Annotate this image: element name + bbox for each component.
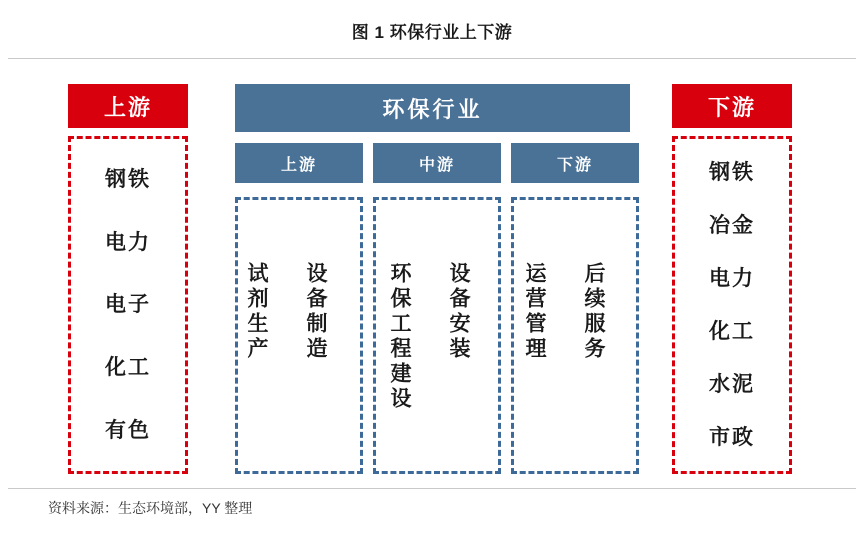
source-note: 资料来源：生态环境部，YY 整理	[48, 500, 253, 516]
center-group-header-upstream: 上游	[235, 143, 363, 183]
list-item: 化工	[709, 319, 755, 343]
downstream-header: 下游	[672, 84, 792, 128]
vlabel-env-engineering-construction: 环保工程建设	[388, 262, 411, 412]
figure-title: 图 1 环保行业上下游	[351, 23, 513, 42]
list-item: 钢铁	[709, 160, 755, 184]
vlabel-follow-up-service: 后续服务	[582, 262, 605, 362]
list-item: 电力	[105, 230, 151, 254]
vlabel-operation-management: 运营管理	[523, 262, 546, 362]
divider-top	[8, 58, 856, 59]
center-group-header-midstream: 中游	[373, 143, 501, 183]
list-item: 钢铁	[105, 167, 151, 191]
vlabel-equipment-manufacturing: 设备制造	[304, 262, 327, 362]
center-group-header-downstream: 下游	[511, 143, 639, 183]
vlabel-reagent-production: 试剂生产	[245, 262, 268, 362]
list-item: 化工	[105, 356, 151, 380]
upstream-items	[68, 148, 188, 462]
downstream-items	[672, 146, 792, 464]
divider-bottom	[8, 488, 856, 489]
upstream-header: 上游	[68, 84, 188, 128]
list-item: 冶金	[709, 213, 755, 237]
vlabel-equipment-installation: 设备安装	[447, 262, 470, 362]
list-item: 电力	[709, 266, 755, 290]
industry-header: 环保行业	[235, 84, 630, 132]
list-item: 市政	[709, 425, 755, 449]
list-item: 水泥	[709, 372, 755, 396]
list-item: 有色	[105, 419, 151, 443]
list-item: 电子	[105, 293, 151, 317]
